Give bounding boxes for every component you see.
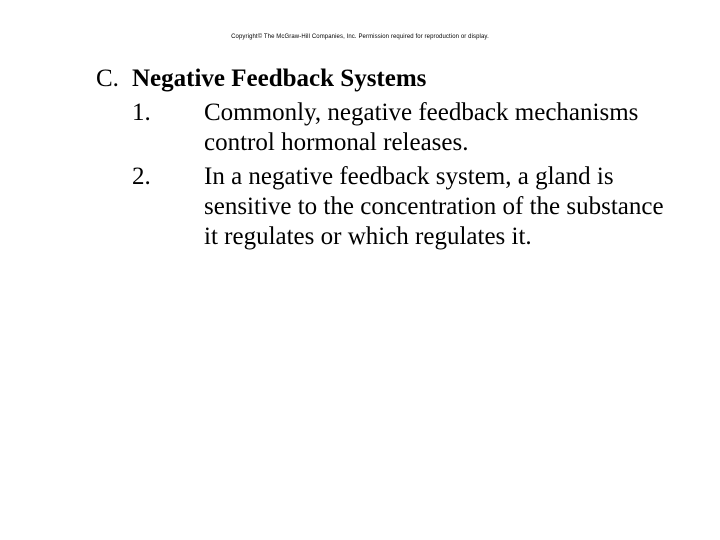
list-item	[96, 98, 696, 158]
section-heading	[96, 64, 696, 94]
slide-content	[96, 64, 696, 256]
list-item	[96, 162, 696, 252]
section-marker: C.	[96, 65, 119, 92]
copyright-notice: Copyright© The McGraw-Hill Companies, Inc. Permission required for reproduction or display.	[231, 34, 489, 40]
section-title: Negative Feedback Systems	[132, 65, 427, 92]
item-number: 1.	[132, 99, 151, 126]
item-list	[96, 98, 696, 252]
item-text: Commonly, negative feedback mechanisms control hormonal releases.	[204, 99, 639, 156]
item-number: 2.	[132, 163, 151, 190]
item-text: In a negative feedback system, a gland is sensitive to the concentration of the substance it regulates or which regulates it.	[204, 163, 664, 250]
